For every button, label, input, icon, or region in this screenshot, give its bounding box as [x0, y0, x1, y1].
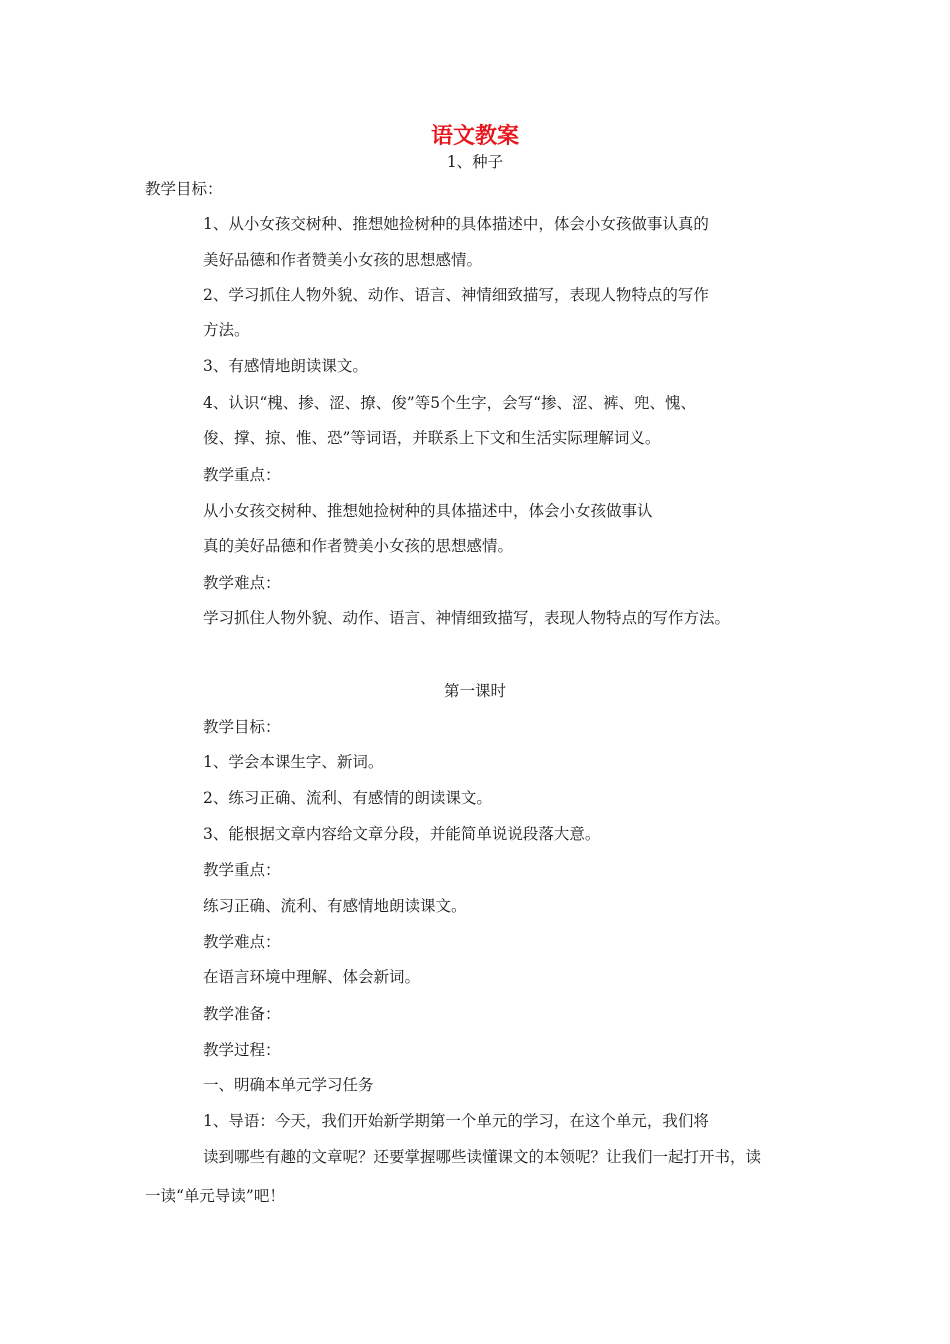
objective-line: 俊、撑、掠、惟、恐”等词语，并联系上下文和生活实际理解词义。	[203, 429, 661, 447]
period-objectives-label: 教学目标：	[203, 718, 281, 736]
intro-line: 一读“单元导读”吧！	[145, 1187, 285, 1205]
objectives-label: 教学目标：	[145, 180, 223, 198]
objective-line: 3、有感情地朗读课文。	[203, 357, 368, 375]
step-heading: 一、明确本单元学习任务	[203, 1076, 374, 1094]
period-difficulty: 在语言环境中理解、体会新词。	[203, 968, 421, 986]
period-difficulty-label: 教学难点：	[203, 933, 281, 951]
objective-line: 1、从小女孩交树种、推想她捡树种的具体描述中，体会小女孩做事认真的	[203, 215, 709, 233]
objective-line: 美好品德和作者赞美小女孩的思想感情。	[203, 251, 483, 269]
key-point-line: 真的美好品德和作者赞美小女孩的思想感情。	[203, 537, 514, 555]
intro-line: 读到哪些有趣的文章呢？还要掌握哪些读懂课文的本领呢？让我们一起打开书，读	[203, 1148, 762, 1166]
objective-line: 2、学习抓住人物外貌、动作、语言、神情细致描写，表现人物特点的写作	[203, 286, 709, 304]
key-point-line: 从小女孩交树种、推想她捡树种的具体描述中，体会小女孩做事认	[203, 502, 653, 520]
intro-line: 1、导语：今天，我们开始新学期第一个单元的学习，在这个单元，我们将	[203, 1112, 709, 1130]
difficulty-label: 教学难点：	[203, 574, 281, 592]
difficulty-text: 学习抓住人物外貌、动作、语言、神情细致描写，表现人物特点的写作方法。	[203, 609, 731, 627]
period-objective-line: 2、练习正确、流利、有感情的朗读课文。	[203, 789, 492, 807]
objective-line: 4、认识“槐、掺、涩、撩、俊”等5个生字，会写“掺、涩、裤、兜、愧、	[203, 394, 696, 412]
period-key-points-label: 教学重点：	[203, 861, 281, 879]
period-key-point: 练习正确、流利、有感情地朗读课文。	[203, 897, 467, 915]
document-title: 语文教案	[430, 123, 519, 149]
objective-line: 方法。	[203, 321, 250, 339]
prep-label: 教学准备：	[203, 1005, 281, 1023]
period-objective-line: 1、学会本课生字、新词。	[203, 753, 384, 771]
period-title: 第一课时	[443, 682, 506, 700]
lesson-title: 1、种子	[446, 153, 504, 171]
process-label: 教学过程：	[203, 1041, 281, 1059]
period-objective-line: 3、能根据文章内容给文章分段，并能简单说说段落大意。	[203, 825, 601, 843]
key-points-label: 教学重点：	[203, 466, 281, 484]
